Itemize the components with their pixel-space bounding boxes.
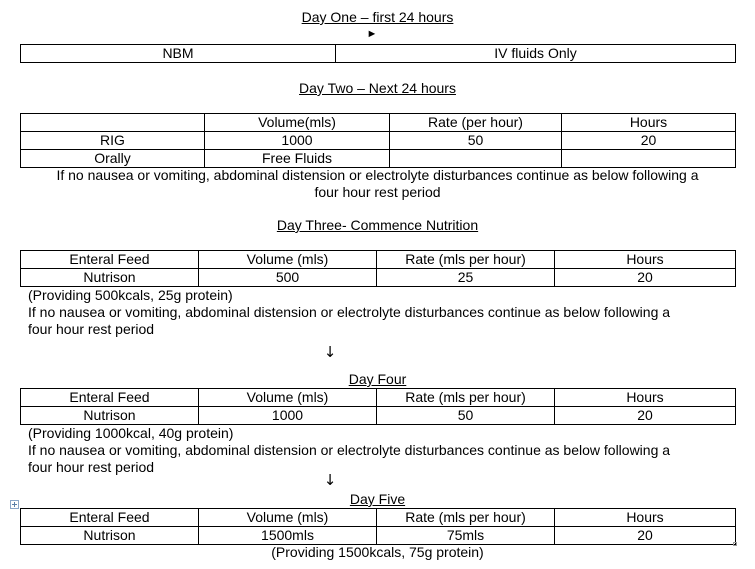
table-header-cell: Hours <box>555 389 736 407</box>
providing-note: (Providing 1500kcals, 75g protein) <box>271 544 484 560</box>
table-header-cell: Hours <box>562 114 736 132</box>
note-line: four hour rest period <box>28 321 155 337</box>
table-header-cell: Hours <box>555 509 736 527</box>
table-header-row <box>21 114 736 132</box>
table-cell: 20 <box>555 527 736 545</box>
day-four-heading: Day Four <box>348 371 407 387</box>
table-header-row <box>21 251 736 269</box>
table-header-cell: Volume (mls) <box>199 251 377 269</box>
table-cell: 1000 <box>205 132 390 150</box>
table-cell: Orally <box>21 150 205 168</box>
table-cell: 20 <box>555 269 736 287</box>
day-three-heading: Day Three- Commence Nutrition <box>276 217 479 233</box>
providing-note: (Providing 1000kcal, 40g protein) <box>28 425 234 441</box>
table-header-cell: Hours <box>555 251 736 269</box>
table-header-cell: Rate (mls per hour) <box>377 251 555 269</box>
table-header-cell: Enteral Feed <box>21 251 199 269</box>
table-header-cell: Enteral Feed <box>21 389 199 407</box>
table-move-handle-icon[interactable] <box>10 500 19 509</box>
table-cell: Nutrison <box>21 407 199 425</box>
table-cell: 25 <box>377 269 555 287</box>
table-header-cell: Rate (mls per hour) <box>377 509 555 527</box>
table-header-cell: Enteral Feed <box>21 509 199 527</box>
providing-note: (Providing 500kcals, 25g protein) <box>28 287 233 303</box>
table-header-cell: Volume (mls) <box>199 389 377 407</box>
day-four-table <box>20 388 736 425</box>
note-line: If no nausea or vomiting, abdominal distension or electrolyte disturbances continue as below following a <box>28 442 671 458</box>
down-arrow-icon: ↓ <box>323 343 337 361</box>
table-cell: 50 <box>390 132 562 150</box>
day-one-table <box>20 44 736 63</box>
table-row <box>21 132 736 150</box>
table-cell: Free Fluids <box>205 150 390 168</box>
table-cell: 1500mls <box>199 527 377 545</box>
table-cell: 20 <box>555 407 736 425</box>
table-header-cell: Volume (mls) <box>199 509 377 527</box>
table-cell: 75mls <box>377 527 555 545</box>
table-header-cell: Rate (per hour) <box>390 114 562 132</box>
day-five-heading: Day Five <box>349 491 406 507</box>
day-one-heading: Day One – first 24 hours <box>301 9 454 25</box>
table-header-row <box>21 389 736 407</box>
continuation-note <box>0 167 755 201</box>
day-three-table <box>20 250 736 287</box>
table-cell <box>390 150 562 168</box>
table-cell: NBM <box>21 45 336 63</box>
down-arrow-icon: ↓ <box>323 471 337 489</box>
note-line: four hour rest period <box>314 184 441 200</box>
table-cell: RIG <box>21 132 205 150</box>
note-line: If no nausea or vomiting, abdominal distension or electrolyte disturbances continue as below following a <box>56 167 699 183</box>
table-cell: 50 <box>377 407 555 425</box>
day-five-table <box>20 508 736 545</box>
table-row <box>21 150 736 168</box>
table-header-row <box>21 509 736 527</box>
table-cell: IV fluids Only <box>336 45 736 63</box>
note-line: four hour rest period <box>28 459 155 475</box>
day-two-heading: Day Two – Next 24 hours <box>299 80 456 96</box>
table-cell <box>562 150 736 168</box>
table-header-cell <box>21 114 205 132</box>
day-two-table <box>20 113 736 168</box>
note-line: If no nausea or vomiting, abdominal distension or electrolyte disturbances continue as below following a <box>28 304 671 320</box>
table-cell: 20 <box>562 132 736 150</box>
table-row <box>21 269 736 287</box>
table-cell: 1000 <box>199 407 377 425</box>
table-header-cell: Rate (mls per hour) <box>377 389 555 407</box>
table-cell: Nutrison <box>21 269 199 287</box>
table-row <box>21 45 736 63</box>
table-cell: Nutrison <box>21 527 199 545</box>
table-cell: 500 <box>199 269 377 287</box>
play-arrow-icon: ► <box>366 28 378 40</box>
table-header-cell: Volume(mls) <box>205 114 390 132</box>
table-row <box>21 407 736 425</box>
table-row <box>21 527 736 545</box>
